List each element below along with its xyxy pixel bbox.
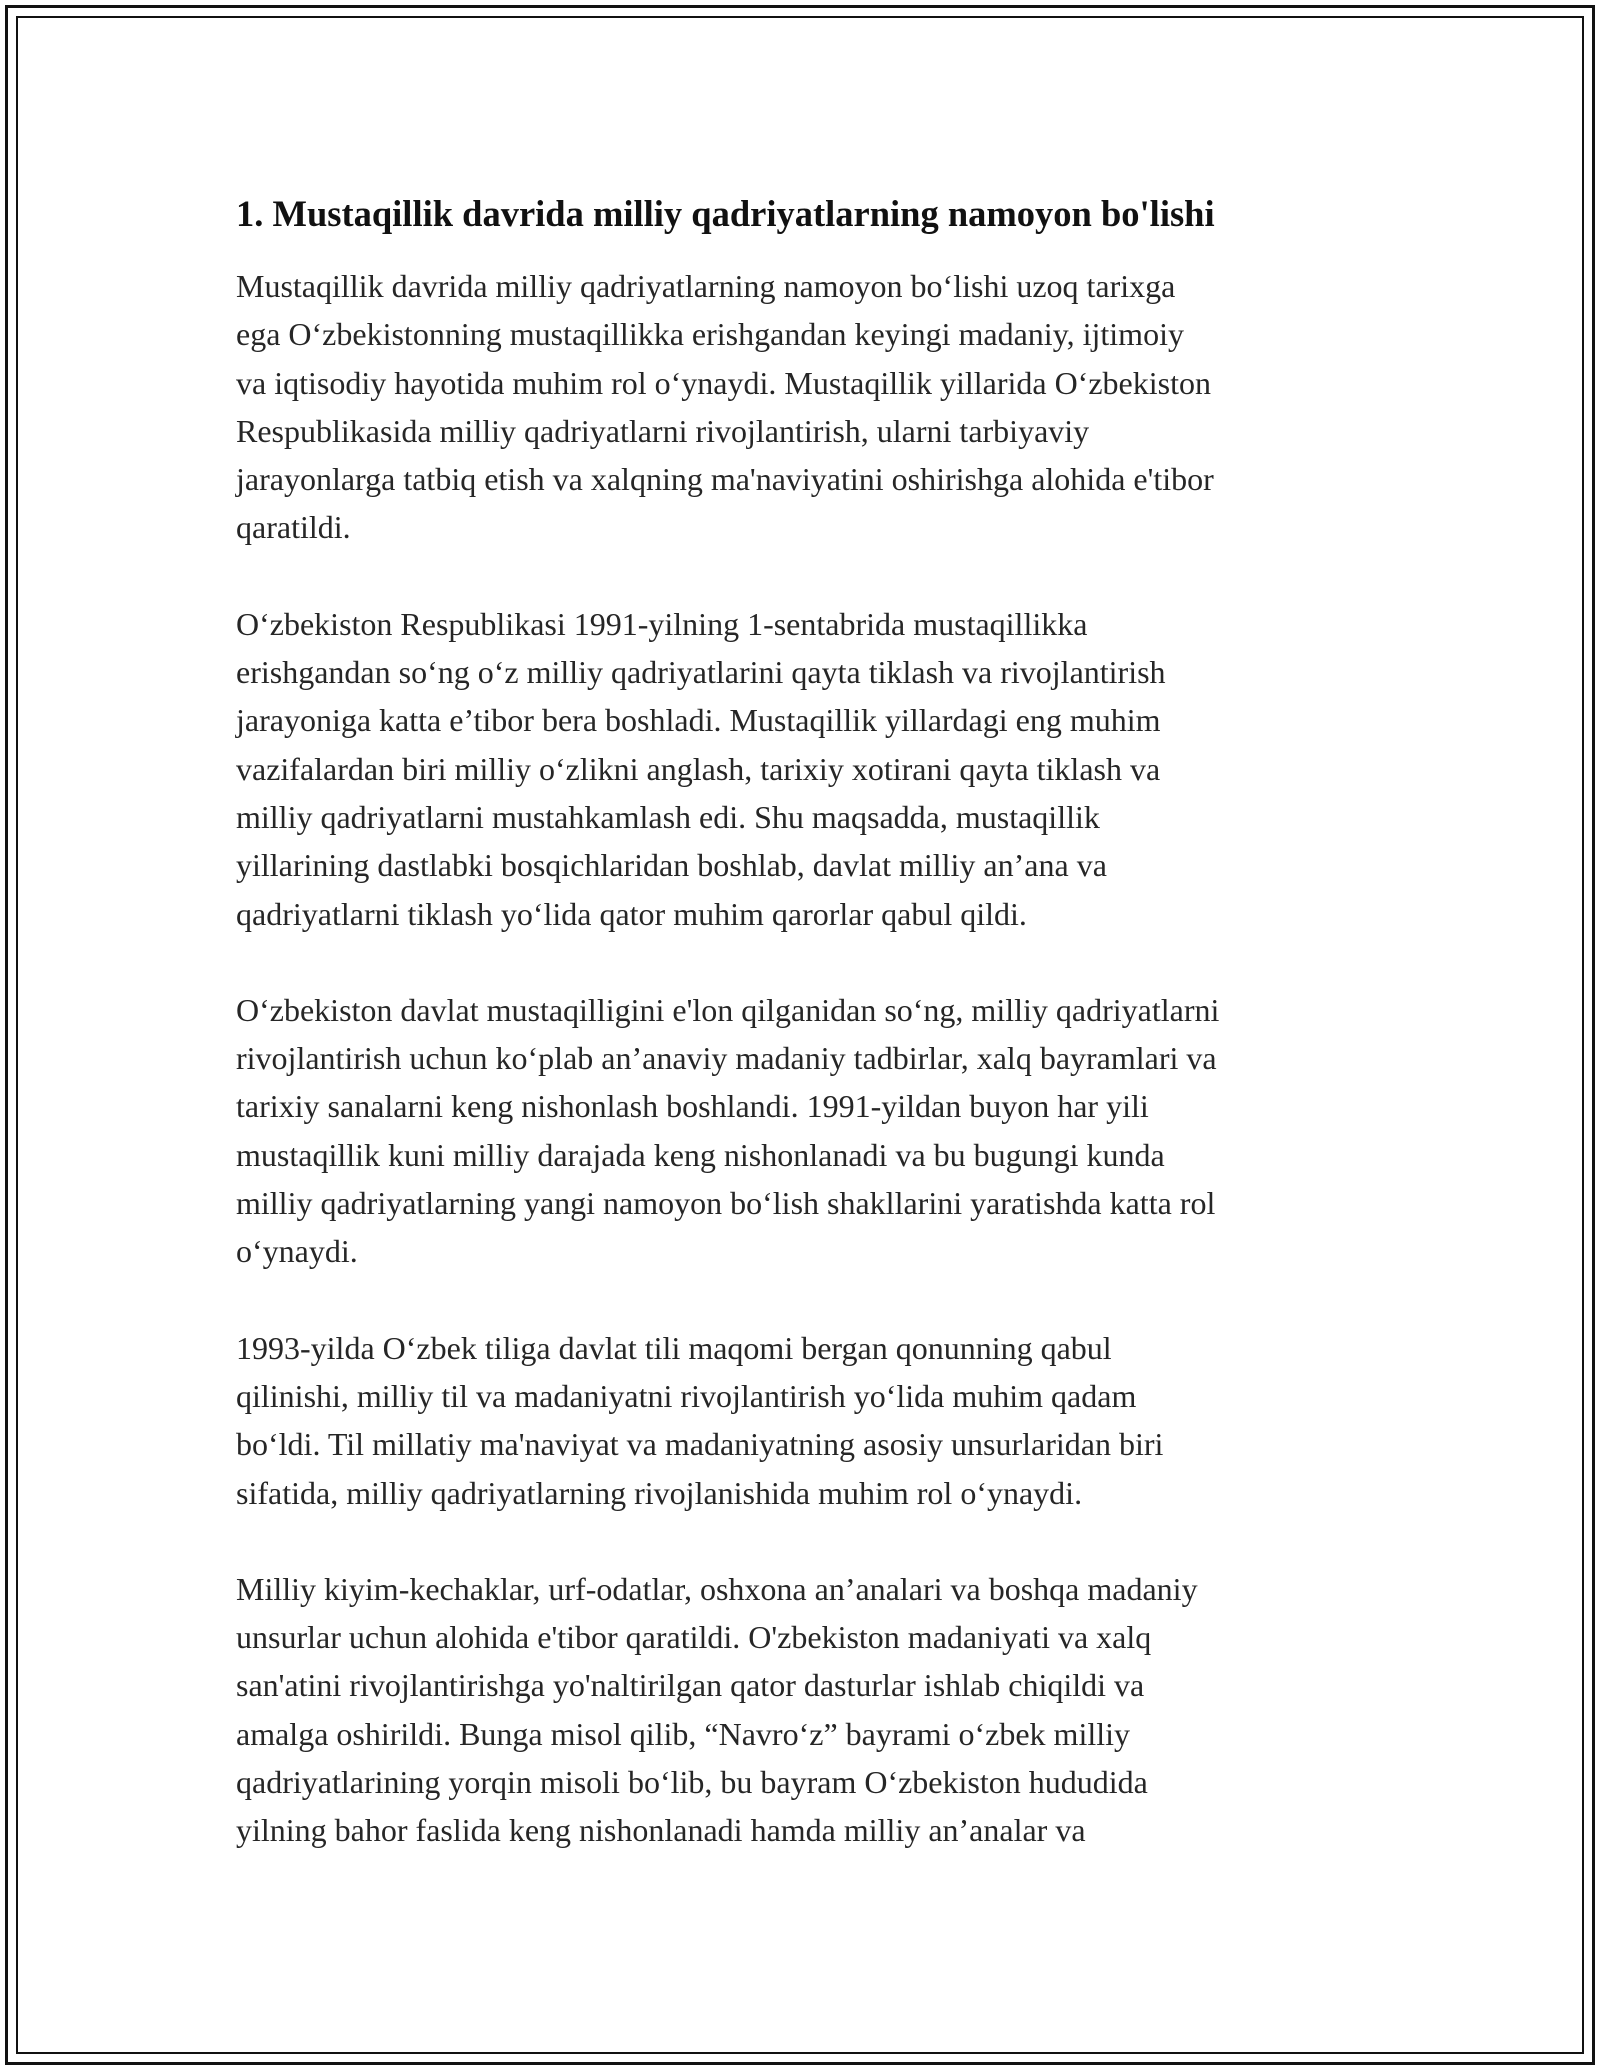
text-line: O‘zbekiston Respublikasi 1991-yilning 1-sentabrida mustaqillikka bbox=[236, 605, 1088, 642]
text-line: sifatida, milliy qadriyatlarning rivojlanishida muhim rol o‘ynaydi. bbox=[236, 1474, 1083, 1511]
text-line: jarayoniga katta e’tibor bera boshladi. Mustaqillik yillardagi eng muhim bbox=[236, 702, 1161, 739]
text-line: qadriyatlarining yorqin misoli bo‘lib, bu bayram O‘zbekiston hududida bbox=[236, 1764, 1148, 1801]
text-line: vazifalardan biri milliy o‘zlikni anglash, tarixiy xotirani qayta tiklash va bbox=[236, 750, 1161, 787]
text-line: 1993-yilda O‘zbek tiliga davlat tili maqomi bergan qonunning qabul bbox=[236, 1329, 1112, 1366]
text-line: Milliy kiyim-kechaklar, urf-odatlar, oshxona an’analari va boshqa madaniy bbox=[236, 1570, 1198, 1607]
text-line: milliy qadriyatlarning yangi namoyon bo‘lish shakllarini yaratishda katta rol bbox=[236, 1185, 1216, 1222]
paragraph-5 bbox=[236, 1565, 1376, 1855]
text-line: ega O‘zbekistonning mustaqillikka erishgandan keyingi madaniy, ijtimoiy bbox=[236, 316, 1184, 353]
text-line: jarayonlarga tatbiq etish va xalqning ma'naviyatini oshirishga alohida e'tibor bbox=[236, 461, 1214, 498]
document-body bbox=[236, 186, 1376, 1903]
text-line: yilning bahor faslida keng nishonlanadi hamda milliy an’analar va bbox=[236, 1812, 1086, 1849]
text-line: tarixiy sanalarni keng nishonlash boshlandi. 1991-yildan buyon har yili bbox=[236, 1088, 1149, 1125]
text-line: Respublikasida milliy qadriyatlarni rivojlantirish, ularni tarbiyaviy bbox=[236, 412, 1090, 449]
text-line: qaratildi. bbox=[236, 509, 351, 546]
section-title: 1. Mustaqillik davrida milliy qadriyatlarning namoyon bo'lishi bbox=[236, 193, 1215, 234]
text-line: va iqtisodiy hayotida muhim rol o‘ynaydi. Mustaqillik yillarida O‘zbekiston bbox=[236, 364, 1211, 401]
text-line: qadriyatlarni tiklash yo‘lida qator muhim qarorlar qabul qildi. bbox=[236, 895, 1027, 932]
text-line: milliy qadriyatlarni mustahkamlash edi. Shu maqsadda, mustaqillik bbox=[236, 798, 1100, 835]
paragraph-2 bbox=[236, 600, 1376, 938]
text-line: o‘ynaydi. bbox=[236, 1233, 358, 1270]
text-line: unsurlar uchun alohida e'tibor qaratildi. O'zbekiston madaniyati va xalq bbox=[236, 1619, 1152, 1656]
text-line: erishgandan so‘ng o‘z milliy qadriyatlarini qayta tiklash va rivojlantirish bbox=[236, 654, 1166, 691]
text-line: rivojlantirish uchun ko‘plab an’anaviy madaniy tadbirlar, xalq bayramlari va bbox=[236, 1040, 1217, 1077]
text-line: mustaqillik kuni milliy darajada keng nishonlanadi va bu bugungi kunda bbox=[236, 1136, 1165, 1173]
paragraph-3 bbox=[236, 986, 1376, 1276]
text-line: bo‘ldi. Til millatiy ma'naviyat va madaniyatning asosiy unsurlaridan biri bbox=[236, 1426, 1164, 1463]
text-line: yillarining dastlabki bosqichlaridan boshlab, davlat milliy an’ana va bbox=[236, 847, 1107, 884]
text-line: san'atini rivojlantirishga yo'naltirilgan qator dasturlar ishlab chiqildi va bbox=[236, 1667, 1145, 1704]
paragraph-1 bbox=[236, 262, 1376, 552]
paragraph-4 bbox=[236, 1324, 1376, 1517]
text-line: qilinishi, milliy til va madaniyatni rivojlantirish yo‘lida muhim qadam bbox=[236, 1377, 1137, 1414]
text-line: O‘zbekiston davlat mustaqilligini e'lon qilganidan so‘ng, milliy qadriyatlarni bbox=[236, 991, 1220, 1028]
text-line: Mustaqillik davrida milliy qadriyatlarning namoyon bo‘lishi uzoq tarixga bbox=[236, 268, 1176, 304]
text-line: amalga oshirildi. Bunga misol qilib, “Navro‘z” bayrami o‘zbek milliy bbox=[236, 1715, 1130, 1752]
